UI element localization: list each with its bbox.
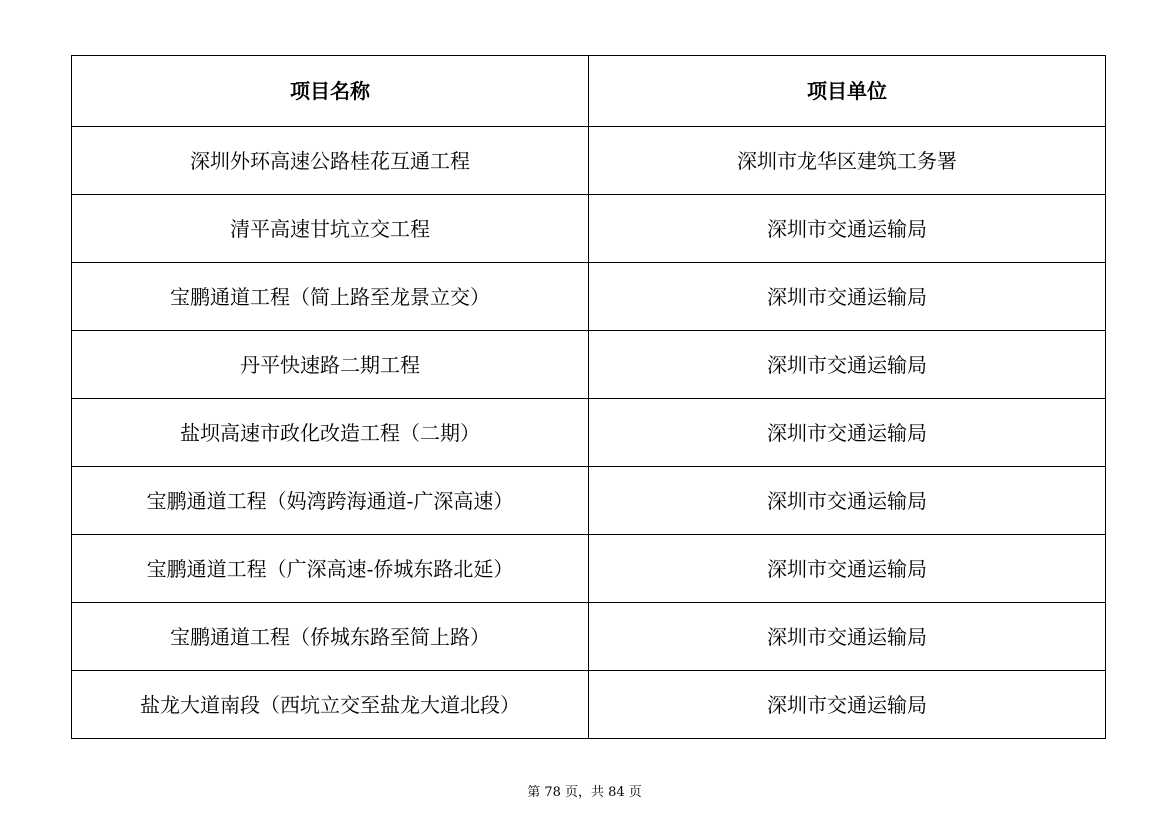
- table-row: [72, 263, 1106, 331]
- cell-project-unit: 深圳市交通运输局: [589, 467, 1106, 535]
- cell-project-name: 宝鹏通道工程（妈湾跨海通道-广深高速）: [72, 467, 589, 535]
- cell-project-unit: 深圳市交通运输局: [589, 195, 1106, 263]
- cell-project-name: 深圳外环高速公路桂花互通工程: [72, 127, 589, 195]
- header-project-name: 项目名称: [72, 56, 589, 127]
- table-row: [72, 535, 1106, 603]
- table-row: [72, 331, 1106, 399]
- cell-project-name: 宝鹏通道工程（侨城东路至简上路）: [72, 603, 589, 671]
- cell-project-unit: 深圳市交通运输局: [589, 671, 1106, 739]
- page-number-footer: 第 78 页，共 84 页: [527, 785, 642, 800]
- table-row: [72, 127, 1106, 195]
- header-project-unit: 项目单位: [589, 56, 1106, 127]
- cell-project-name: 丹平快速路二期工程: [72, 331, 589, 399]
- cell-project-name: 盐坝高速市政化改造工程（二期）: [72, 399, 589, 467]
- cell-project-unit: 深圳市交通运输局: [589, 263, 1106, 331]
- table-row: [72, 399, 1106, 467]
- cell-project-name: 宝鹏通道工程（广深高速-侨城东路北延）: [72, 535, 589, 603]
- cell-project-unit: 深圳市交通运输局: [589, 399, 1106, 467]
- project-table: [71, 55, 1106, 739]
- table-row: [72, 671, 1106, 739]
- cell-project-unit: 深圳市交通运输局: [589, 535, 1106, 603]
- table-row: [72, 467, 1106, 535]
- table-row: [72, 603, 1106, 671]
- cell-project-unit: 深圳市交通运输局: [589, 603, 1106, 671]
- table-header-row: [72, 56, 1106, 127]
- cell-project-unit: 深圳市龙华区建筑工务署: [589, 127, 1106, 195]
- cell-project-name: 清平高速甘坑立交工程: [72, 195, 589, 263]
- table-row: [72, 195, 1106, 263]
- cell-project-unit: 深圳市交通运输局: [589, 331, 1106, 399]
- cell-project-name: 宝鹏通道工程（简上路至龙景立交）: [72, 263, 589, 331]
- cell-project-name: 盐龙大道南段（西坑立交至盐龙大道北段）: [72, 671, 589, 739]
